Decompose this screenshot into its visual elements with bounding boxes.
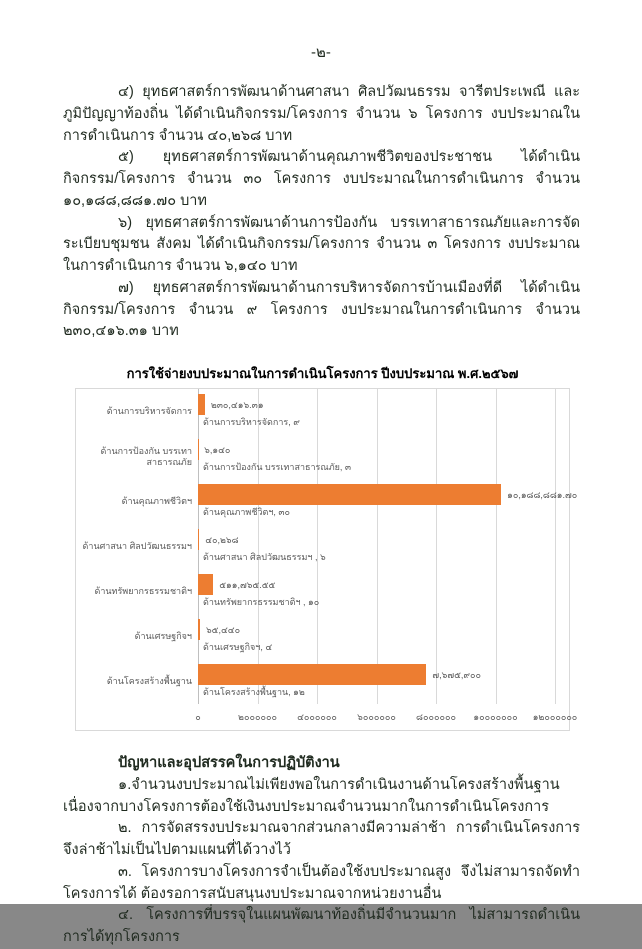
strategy-paragraph-5: ๕) ยุทธศาสตร์การพัฒนาด้านคุณภาพชีวิตของประชาชน ได้ดำเนินกิจกรรม/โครงการ จำนวน ๓๐ โครงการ งบประมาณในการดำเนินการ จำนวน ๑๐,๑๘๘,๘๘๑.๗๐ บาท bbox=[63, 149, 580, 209]
bar-value-label: ๖๕,๔๔๐ bbox=[205, 625, 241, 635]
x-axis-tick: ๔๐๐๐๐๐๐ bbox=[297, 712, 337, 722]
category-label: ด้านเศรษฐกิจฯ bbox=[134, 631, 192, 642]
category-label: ด้านคุณภาพชีวิตฯ bbox=[121, 496, 192, 507]
category-label: ด้านการป้องกัน บรรเทาสาธารณภัย bbox=[100, 446, 192, 467]
bar-point-label: ด้านโครงสร้างพื้นฐาน, ๑๒ bbox=[203, 687, 305, 697]
bar-value-label: ๗,๖๗๕,๙๐๐ bbox=[432, 670, 481, 680]
bar-point-label: ด้านการป้องกัน บรรเทาสาธารณภัย, ๓ bbox=[203, 462, 352, 472]
budget-bar-chart bbox=[75, 363, 578, 731]
problems-section bbox=[63, 753, 580, 949]
problems-heading: ปัญหาและอุปสรรคในการปฏิบัติงาน bbox=[118, 755, 340, 771]
strategy-paragraph-6: ๖) ยุทธศาสตร์การพัฒนาด้านการป้องกัน บรรเทาสาธารณภัยและการจัดระเบียบชุมชน สังคม ได้ดำเนินกิจกรรม/โครงการ จำนวน ๓ โครงการ งบประมาณในการดำเนินการ จำนวน ๖,๑๔๐ บาท bbox=[63, 214, 580, 274]
bar-row bbox=[198, 479, 578, 524]
bar-point-label: ด้านศาสนา ศิลปวัฒนธรรมฯ , ๖ bbox=[203, 552, 326, 562]
category-label: ด้านศาสนา ศิลปวัฒนธรรมฯ bbox=[82, 541, 192, 552]
bar-value-label: ๒๓๐,๔๑๖.๓๑ bbox=[210, 400, 264, 410]
x-axis-tick: ๑๐๐๐๐๐๐๐ bbox=[473, 712, 518, 722]
chart-axis-ticks bbox=[195, 704, 578, 730]
bar bbox=[198, 439, 199, 460]
page-number: -๒- bbox=[311, 44, 331, 61]
bar-row bbox=[198, 659, 555, 704]
gridline bbox=[555, 389, 556, 704]
chart-title: การใช้จ่ายงบประมาณในการดำเนินโครงการ ปีงบประมาณ พ.ศ.๒๕๖๗ bbox=[126, 366, 519, 381]
bar bbox=[198, 664, 426, 685]
bar bbox=[198, 574, 213, 595]
bar bbox=[198, 394, 205, 415]
bar-row bbox=[198, 614, 555, 659]
x-axis-tick: ๑๒๐๐๐๐๐๐ bbox=[532, 712, 578, 722]
strategy-summary-section bbox=[63, 82, 580, 343]
bar-row bbox=[198, 524, 555, 569]
bar-point-label: ด้านเศรษฐกิจฯ, ๔ bbox=[203, 642, 273, 652]
strategy-paragraph-4: ๔) ยุทธศาสตร์การพัฒนาด้านศาสนา ศิลปวัฒนธรรม จารีตประเพณี และภูมิปัญญาท้องถิ่น ได้ดำเนินกิจกรรม/โครงการ จำนวน ๖ โครงการ งบประมาณในการดำเนินการ จำนวน ๔๐,๒๖๘ บาท bbox=[63, 84, 580, 144]
chart-x-axis bbox=[76, 704, 578, 730]
category-label: ด้านทรัพยากรธรรมชาติฯ bbox=[94, 586, 192, 597]
problem-item-2: ๒. การจัดสรรงบประมาณจากส่วนกลางมีความล่าช้า การดำเนินโครงการจึงล่าช้าไม่เป็นไปตามแผนที่ได้วางไว้ bbox=[63, 820, 580, 858]
strategy-paragraph-7: ๗) ยุทธศาสตร์การพัฒนาด้านการบริหารจัดการบ้านเมืองที่ดี ได้ดำเนินกิจกรรม/โครงการ จำนวน ๙ โครงการ งบประมาณในการดำเนินการ จำนวน ๒๓๐,๔๑๖.๓๑ บาท bbox=[63, 279, 580, 340]
bar-row bbox=[198, 389, 555, 434]
x-axis-tick: ๐ bbox=[195, 712, 201, 722]
x-axis-tick: ๘๐๐๐๐๐๐ bbox=[416, 712, 456, 722]
category-label: ด้านโครงสร้างพื้นฐาน bbox=[106, 676, 192, 687]
category-label: ด้านการบริหารจัดการ bbox=[106, 406, 192, 417]
problem-item-4: ๔. โครงการที่บรรจุในแผนพัฒนาท้องถิ่นมีจำนวนมาก ไม่สามารถดำเนินการได้ทุกโครงการ bbox=[63, 907, 580, 945]
chart-plot-column bbox=[198, 389, 578, 704]
x-axis-tick: ๒๐๐๐๐๐๐ bbox=[238, 712, 277, 722]
chart-category-column bbox=[76, 389, 198, 704]
bar-value-label: ๔๐,๒๖๘ bbox=[205, 535, 239, 545]
chart-plot-area bbox=[198, 389, 578, 704]
bar bbox=[198, 529, 199, 550]
bar-value-label: ๖,๑๔๐ bbox=[204, 445, 231, 455]
x-axis-tick: ๖๐๐๐๐๐๐ bbox=[357, 712, 396, 722]
chart-frame bbox=[75, 388, 578, 731]
bar-point-label: ด้านคุณภาพชีวิตฯ, ๓๐ bbox=[203, 507, 291, 517]
bar-row bbox=[198, 434, 555, 479]
problem-item-1: ๑.จำนวนงบประมาณไม่เพียงพอในการดำเนินงานด้านโครงสร้างพื้นฐาน เนื่องจากบางโครงการต้องใช้เงินงบประมาณจำนวนมากในการดำเนินโครงการ bbox=[63, 776, 560, 815]
problem-item-3: ๓. โครงการบางโครงการจำเป็นต้องใช้งบประมาณสูง จึงไม่สามารถจัดทำโครงการได้ ต้องรอการสนับสนุนงบประมาณจากหน่วยงานอื่น bbox=[63, 863, 580, 902]
bar-value-label: ๕๑๑,๗๖๕.๕๕ bbox=[219, 580, 276, 590]
bar bbox=[198, 619, 200, 640]
bar-row bbox=[198, 569, 555, 614]
bar-point-label: ด้านทรัพยากรธรรมชาติฯ , ๑๐ bbox=[203, 597, 320, 607]
bar-point-label: ด้านการบริหารจัดการ, ๙ bbox=[203, 417, 300, 427]
bar-value-label: ๑๐,๑๘๘,๘๘๑.๗๐ bbox=[507, 490, 578, 500]
chart-axis-spacer bbox=[76, 704, 198, 730]
bar bbox=[198, 484, 501, 505]
